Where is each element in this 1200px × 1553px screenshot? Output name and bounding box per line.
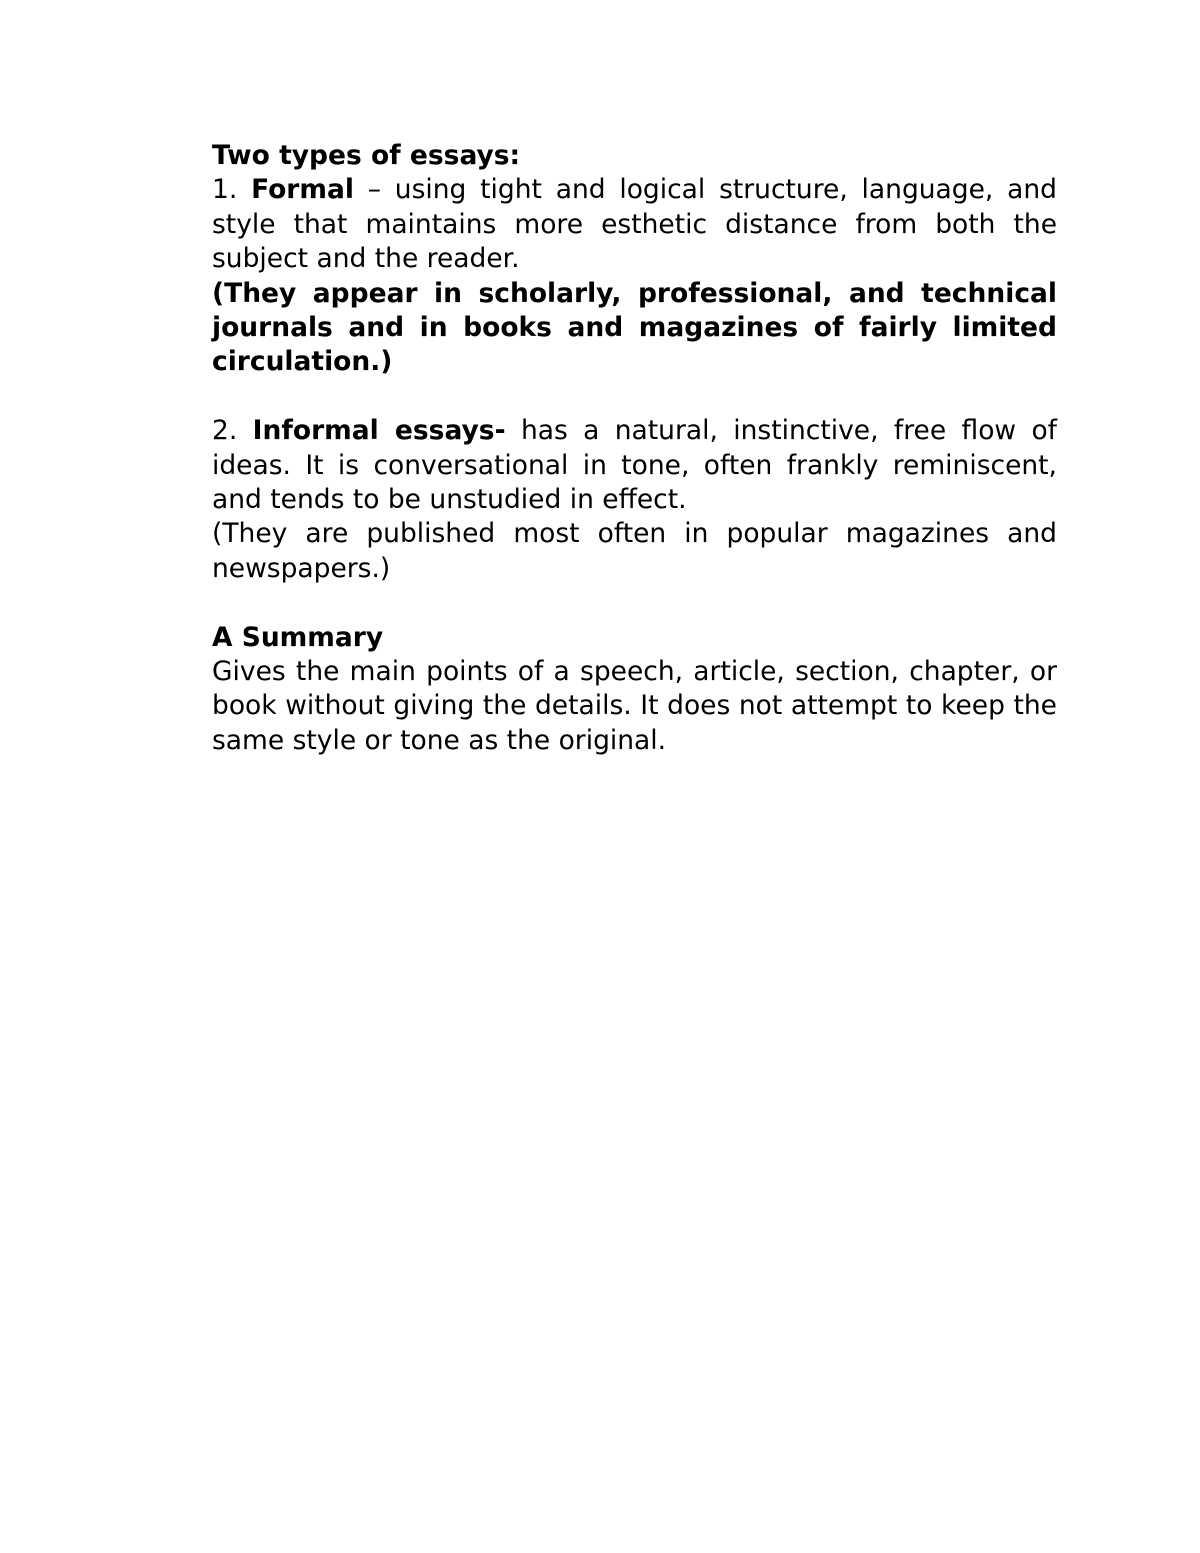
spacer [212,380,1057,414]
formal-number: 1. [212,174,252,206]
informal-definition: has a natural, instinctive, free flow of ideas. It is conversational in tone, often frankly reminiscent, and tends to be unstudied in effect. [212,415,1057,516]
essay-types-heading: Two types of essays: [212,140,521,171]
formal-definition: – using tight and logical structure, language, and style that maintains more esthetic distance from both the subject and the reader. [212,174,1057,275]
informal-essay-paragraph [212,414,1057,517]
summary-body: Gives the main points of a speech, article, section, chapter, or book without giving the details. It does not attempt to keep the same style or tone as the original. [212,656,1057,756]
formal-essay-paragraph [212,173,1057,276]
spacer [212,586,1057,620]
informal-term: Informal essays- [252,415,506,447]
formal-term: Formal [251,174,354,206]
document-page [212,139,1057,758]
informal-essay-note: (They are published most often in popular magazines and newspapers.) [212,518,1057,584]
formal-essay-note: (They appear in scholarly, professional, and technical journals and in books and magazines of fairly limited circulation.) [212,277,1057,378]
informal-number: 2. [212,415,253,447]
summary-heading: A Summary [212,621,384,653]
